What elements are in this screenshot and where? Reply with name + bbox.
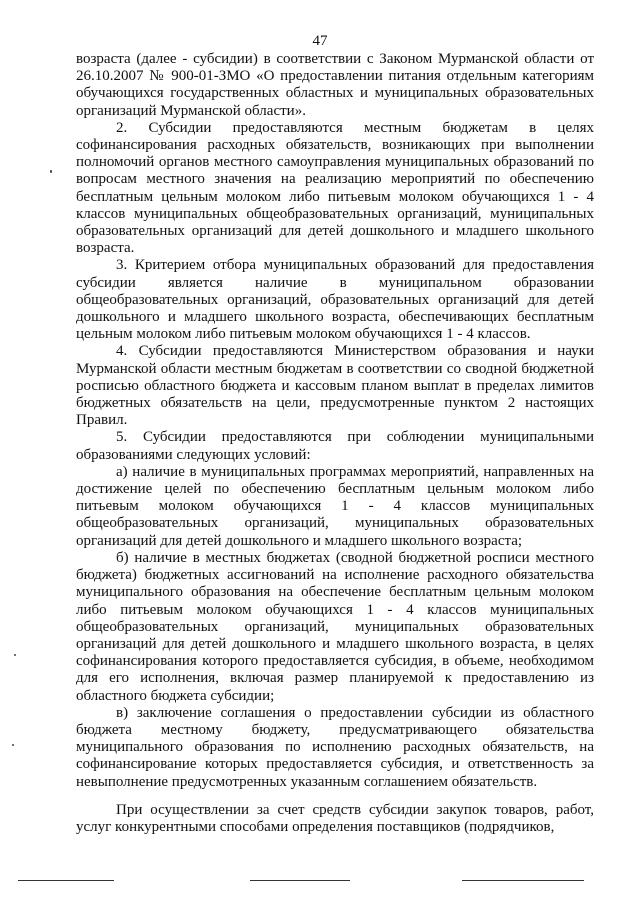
scan-speck <box>50 170 52 173</box>
footer-scan-line-right <box>462 880 584 881</box>
page-number: 47 <box>312 33 328 49</box>
footer-scan-line-middle <box>250 880 350 881</box>
paragraph-condition-b: б) наличие в местных бюджетах (сводной бюджетной росписи местного бюджета) бюджетных ассигнований на исполнение расходного обязательства муниципального образования на обеспечение бесплатным цельным молоком либо питьевым молоком обучающихся 1 - 4 классов муниципальных общеобразовательных организаций, муниципальных образовательных организаций для детей дошкольного и младшего школьного возраста, в целях софинансирования которого предоставляется субсидия, в объеме, необходимом для его исполнения, включая размер планируемой к предоставлению из областного бюджета субсидии; <box>76 549 594 704</box>
paragraph-item-2: 2. Субсидии предоставляются местным бюджетам в целях софинансирования расходных обязательств, возникающих при выполнении полномочий органов местного самоуправления муниципальных образований по вопросам местного значения на реализацию мероприятий по обеспечению бесплатным цельным молоком либо питьевым молоком обучающихся 1 - 4 классов муниципальных общеобразовательных организаций, муниципальных образовательных организаций для детей дошкольного и младшего школьного возраста. <box>76 119 594 257</box>
footer-scan-line-left <box>18 880 114 881</box>
document-body <box>76 51 594 836</box>
paragraph-item-4: 4. Субсидии предоставляются Министерством образования и науки Мурманской области местным бюджетам в соответствии со сводной бюджетной росписью областного бюджета и кассовым планом выплат в пределах лимитов бюджетных обязательств на цели, предусмотренные пунктом 2 настоящих Правил. <box>76 343 594 429</box>
paragraph-condition-v: в) заключение соглашения о предоставлении субсидии из областного бюджета местному бюджету, предусматривающего обязательства муниципального образования по исполнению расходных обязательств, на софинансирование которых предоставляется субсидия, и ответственность за невыполнение предусмотренных указанным соглашением обязательств. <box>76 704 594 790</box>
scan-speck <box>14 654 16 656</box>
scan-speck <box>12 744 14 746</box>
paragraph-procurement: При осуществлении за счет средств субсидии закупок товаров, работ, услуг конкурентными способами определения поставщиков (подрядчиков, <box>76 801 594 835</box>
paragraph-continuation: возраста (далее - субсидии) в соответствии с Законом Мурманской области от 26.10.2007 № 900-01-ЗМО «О предоставлении питания отдельным категориям обучающихся государственных областных и муниципальных образовательных организаций Мурманской области». <box>76 51 594 119</box>
paragraph-item-3: 3. Критерием отбора муниципальных образований для предоставления субсидии является наличие в муниципальном образовании общеобразовательных организаций, образовательных организаций для детей дошкольного и младшего школьного возраста, обеспечивающих бесплатным цельным молоком либо питьевым молоком обучающихся 1 - 4 классов. <box>76 257 594 343</box>
paragraph-condition-a: а) наличие в муниципальных программах мероприятий, направленных на достижение целей по обеспечению бесплатным цельным молоком либо питьевым молоком обучающихся 1 - 4 классов муниципальных общеобразовательных организаций, муниципальных образовательных организаций для детей дошкольного и младшего школьного возраста; <box>76 463 594 549</box>
paragraph-item-5: 5. Субсидии предоставляются при соблюдении муниципальными образованиями следующих условий: <box>76 429 594 463</box>
